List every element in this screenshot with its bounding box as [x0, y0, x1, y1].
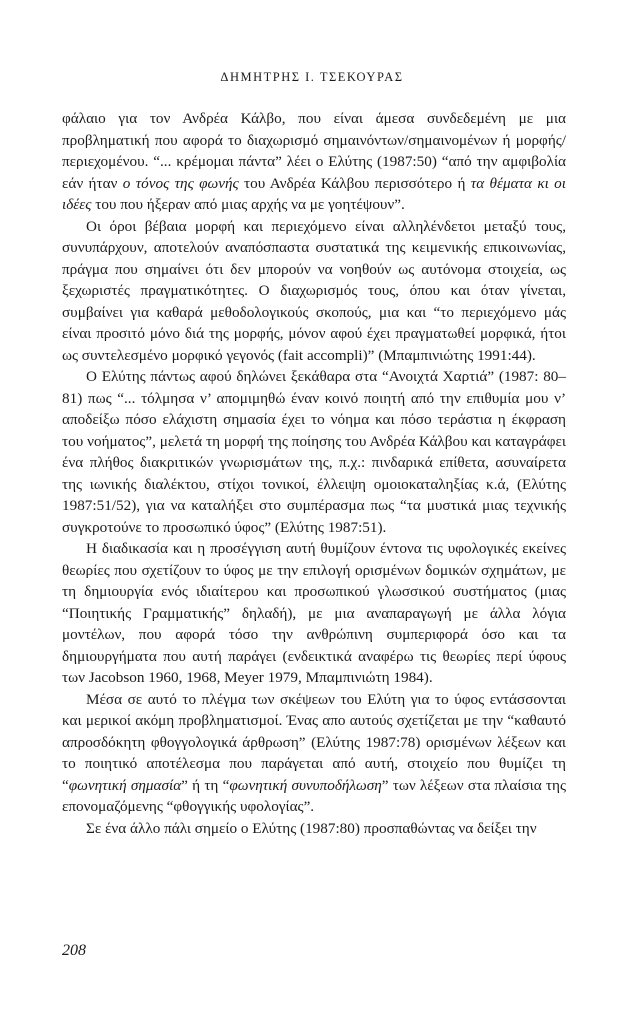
italic-phrase: φωνητική σημασία: [68, 776, 182, 794]
page-number: 208: [62, 942, 86, 959]
body-text: [62, 108, 566, 839]
italic-phrase: τα θέματα κι οι ιδέες: [62, 174, 566, 213]
text-run: του Ανδρέα Κάλβου περισσότερο ή: [238, 174, 471, 192]
paragraph-5: [62, 689, 566, 818]
paragraph-6: [62, 818, 566, 840]
paragraph-3: [62, 366, 566, 538]
paragraph-2: [62, 216, 566, 367]
text-run: Μέσα σε αυτό το πλέγμα των σκέψεων του Ελύτη για το ύφος εντάσσονται και μερικοί ακόμη προβληματισμοί. Ένας απο αυτούς σχετίζεται με την “καθαυτό απροσδόκητη φθογγολογικά άρθρωση” (Ελύτης 1987:78) ορισμένων λέξεων και το ποιητικό αποτέλεσμα που παράγεται από αυτή, στοιχείο που θυμίζει τη “: [62, 690, 566, 794]
text-run: Σε ένα άλλο πάλι σημείο ο Ελύτης (1987:80) προσπαθώντας να δείξει την: [86, 819, 537, 837]
paragraph-1: [62, 108, 566, 216]
text-run: Οι όροι βέβαια μορφή και περιεχόμενο είναι αλληλένδετοι μεταξύ τους, συνυπάρχουν, αποτελούν αναπόσπαστα συστατικά της κειμενικής επικοινωνίας, πράγμα που σημαίνει ότι δεν μπορούν να νοηθούν ως αυτόνομα στοιχεία, ως ξεχωριστές πραγματικότητες. Ο διαχωρισμός τους, όπου και όταν γίνεται, συμβαίνει για καθαρά μεθοδολογικούς σκοπούς, μια και “το περιεχόμενο μάς είναι προσιτό μόνο διά της μορφής, μόνον αφού έχει πραγματωθεί μορφικά, ήτοι ως συντελεσμένο μορφικό γεγονός (fait accompli)” (Μπαμπινιώτης 1991:44).: [62, 217, 566, 364]
italic-phrase: ο τόνος της φωνής: [122, 174, 239, 192]
text-run: Η διαδικασία και η προσέγγιση αυτή θυμίζουν έντονα τις υφολογικές εκείνες θεωρίες που σχετίζουν το ύφος με την επιλογή ορισμένων δομικών σχημάτων, με τη δημιουργία ενός ιδιαίτερου και προσωπικού γλωσσικού συστήματος (μιας “Ποιητικής Γραμματικής” δηλαδή), με μια αναπαραγωγή με άλλα λόγια μοντέλων, που αφορά τόσο την ανθρώπινη συμπεριφορά όσο και τα δημιουργήματα που αυτή παράγει (ενδεικτικά αναφέρω τις θεωρίες περί ύφους των Jacobson 1960, 1968, Meyer 1979, Μπαμπινιώτη 1984).: [62, 540, 566, 686]
text-run: του που ήξεραν από μιας αρχής να με γοητέψουν”.: [91, 196, 405, 213]
running-head: ΔΗΜΗΤΡΗΣ Ι. ΤΣΕΚΟΥΡΑΣ: [220, 70, 404, 84]
text-run: φάλαιο για τον Ανδρέα Κάλβο, που είναι άμεσα συνδεδεμένη με μια προβληματική που αφορά το διαχωρισμό σημαινόντων/σημαινομένων ή μορφής/περιεχομένου. “... κρέμομαι πάντα” λέει ο Ελύτης (1987:50) “από την αμφιβολία εάν ήταν: [62, 110, 566, 192]
text-run: Ο Ελύτης πάντως αφού δηλώνει ξεκάθαρα στα “Ανοιχτά Χαρτιά” (1987: 80–81) πως “... τόλμησα ν’ απομιμηθώ έναν κοινό ποιητή από την επιθυμία μου ν’ αποδείξω πόσο ελάχιστη σημασία έχει το νόημα και πόσο τεράστια η έκφραση του νοήματος”, μελετά τη μορφή της ποίησης του Ανδρέα Κάλβου και καταγράφει ένα πλήθος διακριτικών γνωρισμάτων της, π.χ.: πινδαρικά επίθετα, ασυναίρετα της ιωνικής διαλέκτου, στίχοι τονικοί, έλλειψη ομοιοκαταληξίας κ.ά, (Ελύτης 1987:51/52), για να καταλήξει στο συμπέρασμα πως “τα μυστικά μιας τεχνικής συγκροτούνε το προσωπικό ύφος” (Ελύτης 1987:51).: [62, 368, 566, 536]
italic-phrase: φωνητική συνυποδήλωση: [229, 776, 382, 794]
text-run: ” ή τη “: [181, 776, 230, 794]
text-run: ” των λέξεων στα πλαίσια της επονομαζόμενης “φθογγικής υφολογίας”.: [62, 776, 566, 815]
paragraph-4: [62, 538, 566, 689]
